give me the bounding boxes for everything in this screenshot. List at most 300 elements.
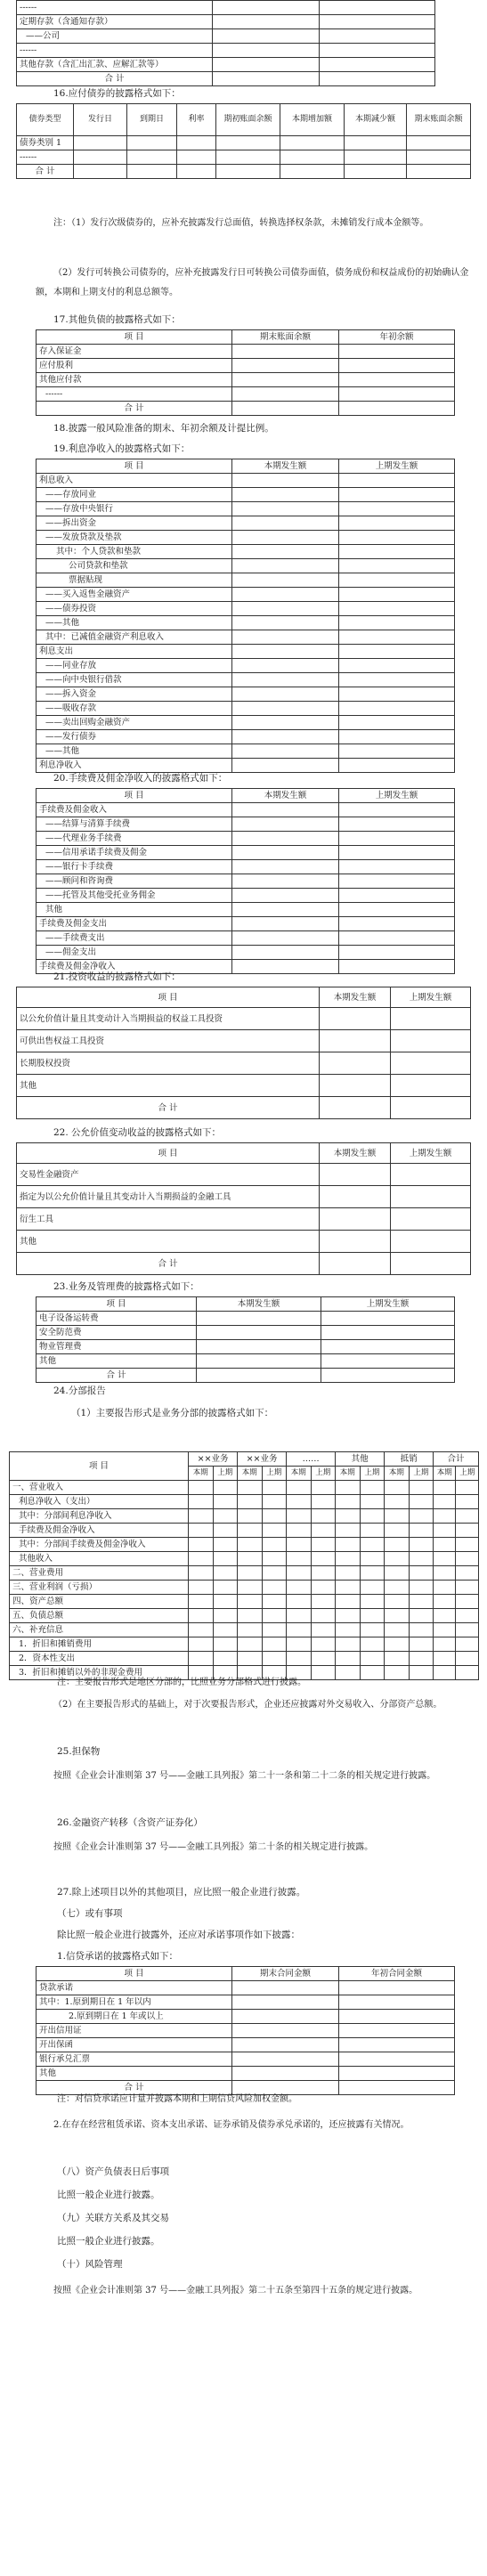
table-row (37, 474, 455, 488)
table-row (10, 1623, 479, 1637)
empty-cell (232, 744, 339, 759)
table-row (37, 803, 455, 817)
table-cell: 贷款承诺 (37, 1981, 232, 1995)
total-cell: 合 计 (37, 2081, 232, 2095)
empty-cell (287, 1652, 312, 1666)
table-row (37, 402, 455, 416)
empty-cell (311, 1623, 336, 1637)
period-header-cell: 上期 (409, 1467, 434, 1481)
empty-cell (238, 1609, 263, 1623)
period-header-cell: 本期 (336, 1467, 361, 1481)
empty-cell (287, 1552, 312, 1566)
empty-cell (213, 1495, 238, 1509)
empty-cell (385, 1652, 410, 1666)
header-cell: 本期发生额 (232, 459, 339, 474)
table-row (37, 832, 455, 846)
empty-cell (339, 602, 455, 616)
period-header-cell: 本期 (287, 1467, 312, 1481)
table-header-row (37, 789, 455, 803)
empty-cell (232, 832, 339, 846)
empty-cell (409, 1652, 434, 1666)
empty-cell (213, 1538, 238, 1552)
empty-cell (434, 1481, 456, 1495)
empty-cell (360, 1566, 385, 1581)
empty-cell (339, 645, 455, 659)
table-cell: ——手续费支出 (37, 931, 232, 946)
total-cell: 合 计 (37, 402, 232, 416)
table-note: 注：主要报告形式是地区分部的，比照业务分部格式进行披露。 (57, 1678, 306, 1687)
table-row (10, 1609, 479, 1623)
empty-cell (232, 545, 339, 559)
empty-cell (434, 1566, 456, 1581)
table-row (37, 716, 455, 730)
empty-cell (360, 1495, 385, 1509)
empty-cell (232, 1995, 339, 2010)
empty-cell (238, 1495, 263, 1509)
empty-cell (232, 903, 339, 917)
table-row (37, 702, 455, 716)
table-cell: 债券类别 1 (17, 136, 74, 150)
table-cell: 其中：个人贷款和垫款 (37, 545, 232, 559)
empty-cell (385, 1495, 410, 1509)
table-row (37, 931, 455, 946)
header-cell: 本期发生额 (197, 1297, 321, 1312)
header-cell: ××业务 (189, 1452, 238, 1467)
empty-cell (232, 946, 339, 960)
empty-cell (456, 1538, 479, 1552)
paragraph: （2）在主要报告形式的基础上，对于次要报告形式，企业还应披露对外交易收入、分部资产总额。 (53, 1700, 442, 1710)
empty-cell (339, 817, 455, 832)
empty-cell (189, 1538, 214, 1552)
table-row (17, 1253, 471, 1275)
empty-cell (189, 1481, 214, 1495)
empty-cell (360, 1666, 385, 1680)
table-cell: 二、营业费用 (10, 1566, 189, 1581)
empty-cell (232, 659, 339, 673)
header-cell: 项 目 (37, 1297, 197, 1312)
empty-cell (360, 1623, 385, 1637)
header-cell: 期末账面余额 (407, 104, 471, 136)
table-row (37, 1369, 455, 1383)
table-cell: ——顾问和咨询费 (37, 874, 232, 889)
table-cell: ——结算与清算手续费 (37, 817, 232, 832)
empty-cell (339, 903, 455, 917)
table-row (17, 1186, 471, 1208)
table-cell: 物业管理费 (37, 1340, 197, 1354)
empty-cell (434, 1623, 456, 1637)
table-cell: 其他存款（含汇出汇款、应解汇款等） (17, 58, 213, 72)
empty-cell (409, 1637, 434, 1652)
empty-cell (339, 588, 455, 602)
table-row (17, 72, 435, 86)
table-cell: 利息净收入（支出） (10, 1495, 189, 1509)
total-cell: 合 计 (17, 1253, 320, 1275)
empty-cell (385, 1637, 410, 1652)
empty-cell (339, 2024, 455, 2038)
header-cell: 发行日 (74, 104, 127, 136)
table-cell: 2．资本性支出 (10, 1652, 189, 1666)
table-row (37, 545, 455, 559)
empty-cell (456, 1595, 479, 1609)
empty-cell (385, 1666, 410, 1680)
empty-cell (232, 602, 339, 616)
table-cell: ——代理业务手续费 (37, 832, 232, 846)
empty-cell (213, 1552, 238, 1566)
table-cell: ——吸收存款 (37, 702, 232, 716)
header-cell: 项 目 (37, 330, 232, 345)
empty-cell (238, 1481, 263, 1495)
empty-cell (339, 673, 455, 687)
total-cell: 合 计 (17, 72, 213, 86)
table-header-row (10, 1452, 479, 1467)
table-row (37, 917, 455, 931)
table-row (17, 1231, 471, 1253)
empty-cell (232, 846, 339, 860)
table-cell: ——同业存放 (37, 659, 232, 673)
table-cell: 开出信用证 (37, 2024, 232, 2038)
empty-cell (189, 1524, 214, 1538)
admin-expense-table (36, 1296, 455, 1383)
table-row (10, 1481, 479, 1495)
empty-cell (262, 1581, 287, 1595)
empty-cell (456, 1609, 479, 1623)
table-header-row (17, 104, 471, 136)
empty-cell (336, 1595, 361, 1609)
empty-cell (409, 1495, 434, 1509)
header-cell: 本期发生额 (232, 789, 339, 803)
header-cell: 项 目 (37, 459, 232, 474)
empty-cell (189, 1552, 214, 1566)
empty-cell (232, 673, 339, 687)
empty-cell (339, 2067, 455, 2081)
empty-cell (409, 1552, 434, 1566)
table-row (10, 1552, 479, 1566)
empty-cell (434, 1609, 456, 1623)
empty-cell (339, 917, 455, 931)
empty-cell (232, 2052, 339, 2067)
table-cell: 1．折旧和摊销费用 (10, 1637, 189, 1652)
empty-cell (232, 2038, 339, 2052)
header-cell: 期末合同金额 (232, 1967, 339, 1981)
paragraph: 比照一般企业进行披露。 (57, 2190, 160, 2200)
table-row (37, 488, 455, 502)
header-cell: 上期发生额 (391, 1143, 471, 1164)
empty-cell (339, 860, 455, 874)
empty-cell (434, 1538, 456, 1552)
empty-cell (232, 2010, 339, 2024)
empty-cell (311, 1524, 336, 1538)
empty-cell (339, 946, 455, 960)
empty-cell (339, 832, 455, 846)
table-cell: 衍生工具 (17, 1208, 320, 1231)
table-cell: ——向中央银行借款 (37, 673, 232, 687)
empty-cell (336, 1581, 361, 1595)
empty-cell (339, 531, 455, 545)
paragraph: 按照《企业会计准则第 37 号——金融工具列报》第二十条的相关规定进行披露。 (53, 1842, 374, 1852)
table-cell: 利息支出 (37, 645, 232, 659)
table-cell: ——发放贷款及垫款 (37, 531, 232, 545)
empty-cell (385, 1538, 410, 1552)
empty-cell (339, 846, 455, 860)
table-cell: ——拆入资金 (37, 687, 232, 702)
period-header-cell: 本期 (238, 1467, 263, 1481)
header-cell: 本期发生额 (320, 987, 391, 1008)
table-cell: ——其他 (37, 616, 232, 630)
empty-cell (339, 744, 455, 759)
empty-cell (213, 1481, 238, 1495)
table-cell: ——存放中央银行 (37, 502, 232, 516)
empty-cell (232, 702, 339, 716)
table-row (17, 15, 435, 29)
empty-cell (213, 1652, 238, 1666)
empty-cell (339, 573, 455, 588)
table-row (37, 645, 455, 659)
period-header-cell: 上期 (456, 1467, 479, 1481)
empty-cell (339, 616, 455, 630)
empty-cell (409, 1524, 434, 1538)
empty-cell (434, 1595, 456, 1609)
interest-income-table (36, 459, 455, 773)
paragraph: （2）发行可转换公司债券的，应补充披露发行日可转换公司债券面值，债务成份和权益成份的初始确认金额，本期和上期支付的利息总额等。 (36, 268, 469, 297)
empty-cell (339, 803, 455, 817)
table-row (17, 1052, 471, 1075)
table-row (37, 616, 455, 630)
section-heading: （九）关联方关系及其交易 (57, 2213, 169, 2223)
empty-cell (287, 1481, 312, 1495)
empty-cell (456, 1552, 479, 1566)
table-row (37, 687, 455, 702)
table-header-row (37, 330, 455, 345)
empty-cell (213, 1509, 238, 1524)
table-cell: 一、营业收入 (10, 1481, 189, 1495)
paragraph: 比照一般企业进行披露。 (57, 2236, 160, 2247)
empty-cell (409, 1666, 434, 1680)
header-cell: …… (287, 1452, 336, 1467)
header-cell: 到期日 (127, 104, 177, 136)
table-row (17, 44, 435, 58)
table-row (10, 1595, 479, 1609)
table-row (17, 1164, 471, 1186)
table-row (10, 1652, 479, 1666)
empty-cell (213, 1609, 238, 1623)
table-cell: 指定为以公允价值计量且其变动计入当期损益的金融工具 (17, 1186, 320, 1208)
table-row (37, 1340, 455, 1354)
empty-cell (189, 1637, 214, 1652)
empty-cell (213, 1623, 238, 1637)
period-header-cell: 上期 (262, 1467, 287, 1481)
table-cell: 其中：1.原到期日在 1 年以内 (37, 1995, 232, 2010)
empty-cell (189, 1581, 214, 1595)
table-cell: 四、资产总额 (10, 1595, 189, 1609)
table-cell: 长期股权投资 (17, 1052, 320, 1075)
empty-cell (311, 1666, 336, 1680)
empty-cell (287, 1581, 312, 1595)
header-cell: 上期发生额 (391, 987, 471, 1008)
header-cell: 债券类型 (17, 104, 74, 136)
empty-cell (360, 1524, 385, 1538)
empty-cell (339, 2038, 455, 2052)
empty-cell (339, 502, 455, 516)
table-row (10, 1495, 479, 1509)
header-cell: 利率 (177, 104, 216, 136)
empty-cell (238, 1623, 263, 1637)
empty-cell (360, 1609, 385, 1623)
table-cell: 其他应付款 (37, 373, 232, 387)
empty-cell (339, 659, 455, 673)
empty-cell (232, 960, 339, 974)
empty-cell (232, 2067, 339, 2081)
table-row (17, 1030, 471, 1052)
table-row (37, 2052, 455, 2067)
empty-cell (232, 502, 339, 516)
header-cell: 其他 (336, 1452, 385, 1467)
table-row (37, 2024, 455, 2038)
table-body (37, 803, 455, 974)
table-cell: 2.原到期日在 1 年或以上 (37, 2010, 232, 2024)
table-row (37, 387, 455, 402)
table-row (37, 817, 455, 832)
section-heading: 26.金融资产转移（含资产证券化） (57, 1817, 203, 1828)
section-heading: 1.信贷承诺的披露格式如下： (57, 1951, 179, 1962)
empty-cell (456, 1481, 479, 1495)
empty-cell (238, 1538, 263, 1552)
empty-cell (434, 1524, 456, 1538)
period-header-cell: 本期 (189, 1467, 214, 1481)
empty-cell (262, 1609, 287, 1623)
table-row (37, 2038, 455, 2052)
table-header-row (17, 1143, 471, 1164)
table-row (37, 1354, 455, 1369)
segment-table (9, 1451, 479, 1680)
table-cell: ------ (17, 1, 213, 15)
empty-cell (189, 1509, 214, 1524)
empty-cell (339, 730, 455, 744)
table-row (17, 1097, 471, 1119)
section-heading: 25.担保物 (57, 1746, 101, 1757)
empty-cell (238, 1524, 263, 1538)
empty-cell (456, 1581, 479, 1595)
header-cell: 本期减少额 (345, 104, 407, 136)
empty-cell (232, 931, 339, 946)
table-row (17, 1008, 471, 1030)
table-cell: 手续费及佣金净收入 (10, 1524, 189, 1538)
empty-cell (339, 874, 455, 889)
table-row (17, 1208, 471, 1231)
table-row (37, 630, 455, 645)
table-row (37, 759, 455, 773)
empty-cell (339, 545, 455, 559)
header-cell: 抵销 (385, 1452, 434, 1467)
table-cell: 公司贷款和垫款 (37, 559, 232, 573)
empty-cell (456, 1509, 479, 1524)
section-heading: 21.投资收益的披露格式如下： (53, 971, 181, 982)
table-cell: 其他 (37, 903, 232, 917)
table-row (37, 602, 455, 616)
empty-cell (339, 960, 455, 974)
empty-cell (232, 588, 339, 602)
table-cell: ——存放同业 (37, 488, 232, 502)
empty-cell (434, 1666, 456, 1680)
empty-cell (262, 1552, 287, 1566)
empty-cell (336, 1552, 361, 1566)
section-heading: （八）资产负债表日后事项 (57, 2166, 169, 2177)
table-cell: ------ (37, 387, 232, 402)
table-cell: 电子设备运转费 (37, 1312, 197, 1326)
header-cell: 期初账面余额 (216, 104, 280, 136)
table-row (10, 1637, 479, 1652)
empty-cell (336, 1495, 361, 1509)
empty-cell (287, 1623, 312, 1637)
empty-cell (360, 1637, 385, 1652)
section-heading: （十）风险管理 (57, 2259, 123, 2270)
empty-cell (232, 645, 339, 659)
table-cell: 3．折旧和摊销以外的非现金费用 (10, 1666, 189, 1680)
empty-cell (238, 1552, 263, 1566)
empty-cell (287, 1637, 312, 1652)
header-cell: 上期发生额 (321, 1297, 455, 1312)
table-cell: 可供出售权益工具投资 (17, 1030, 320, 1052)
section-heading: 24.分部报告 (53, 1386, 106, 1396)
table-cell: 利息收入 (37, 474, 232, 488)
table-cell: 其他 (37, 1354, 197, 1369)
empty-cell (409, 1481, 434, 1495)
empty-cell (339, 687, 455, 702)
empty-cell (311, 1609, 336, 1623)
table-cell: 开出保函 (37, 2038, 232, 2052)
empty-cell (238, 1566, 263, 1581)
empty-cell (339, 889, 455, 903)
header-cell: 项 目 (17, 987, 320, 1008)
empty-cell (360, 1509, 385, 1524)
header-cell: 年初余额 (339, 330, 455, 345)
empty-cell (456, 1524, 479, 1538)
table-cell: ——债券投资 (37, 602, 232, 616)
table-cell: 存入保证金 (37, 345, 232, 359)
header-cell: 年初合同金额 (339, 1967, 455, 1981)
section-heading: （七）或有事项 (57, 1908, 123, 1919)
table-header-row (37, 1297, 455, 1312)
empty-cell (339, 516, 455, 531)
empty-cell (409, 1581, 434, 1595)
empty-cell (232, 860, 339, 874)
table-cell: ——发行债券 (37, 730, 232, 744)
empty-cell (385, 1581, 410, 1595)
table-cell: ——公司 (17, 29, 213, 44)
section-heading: 17.其他负债的披露格式如下： (53, 314, 181, 325)
empty-cell (336, 1509, 361, 1524)
empty-cell (456, 1566, 479, 1581)
empty-cell (262, 1524, 287, 1538)
empty-cell (287, 1595, 312, 1609)
table-cell: 银行承兑汇票 (37, 2052, 232, 2067)
empty-cell (409, 1566, 434, 1581)
empty-cell (311, 1581, 336, 1595)
empty-cell (262, 1509, 287, 1524)
empty-cell (232, 573, 339, 588)
table-cell: 手续费及佣金支出 (37, 917, 232, 931)
empty-cell (232, 474, 339, 488)
empty-cell (434, 1509, 456, 1524)
empty-cell (311, 1637, 336, 1652)
empty-cell (287, 1509, 312, 1524)
table-cell: ——买入返售金融资产 (37, 588, 232, 602)
table-cell: 定期存款（含通知存款） (17, 15, 213, 29)
table-row (37, 1312, 455, 1326)
empty-cell (232, 759, 339, 773)
table-cell: 其他 (17, 1231, 320, 1253)
table-row (37, 860, 455, 874)
other-liabilities-table (36, 329, 455, 416)
